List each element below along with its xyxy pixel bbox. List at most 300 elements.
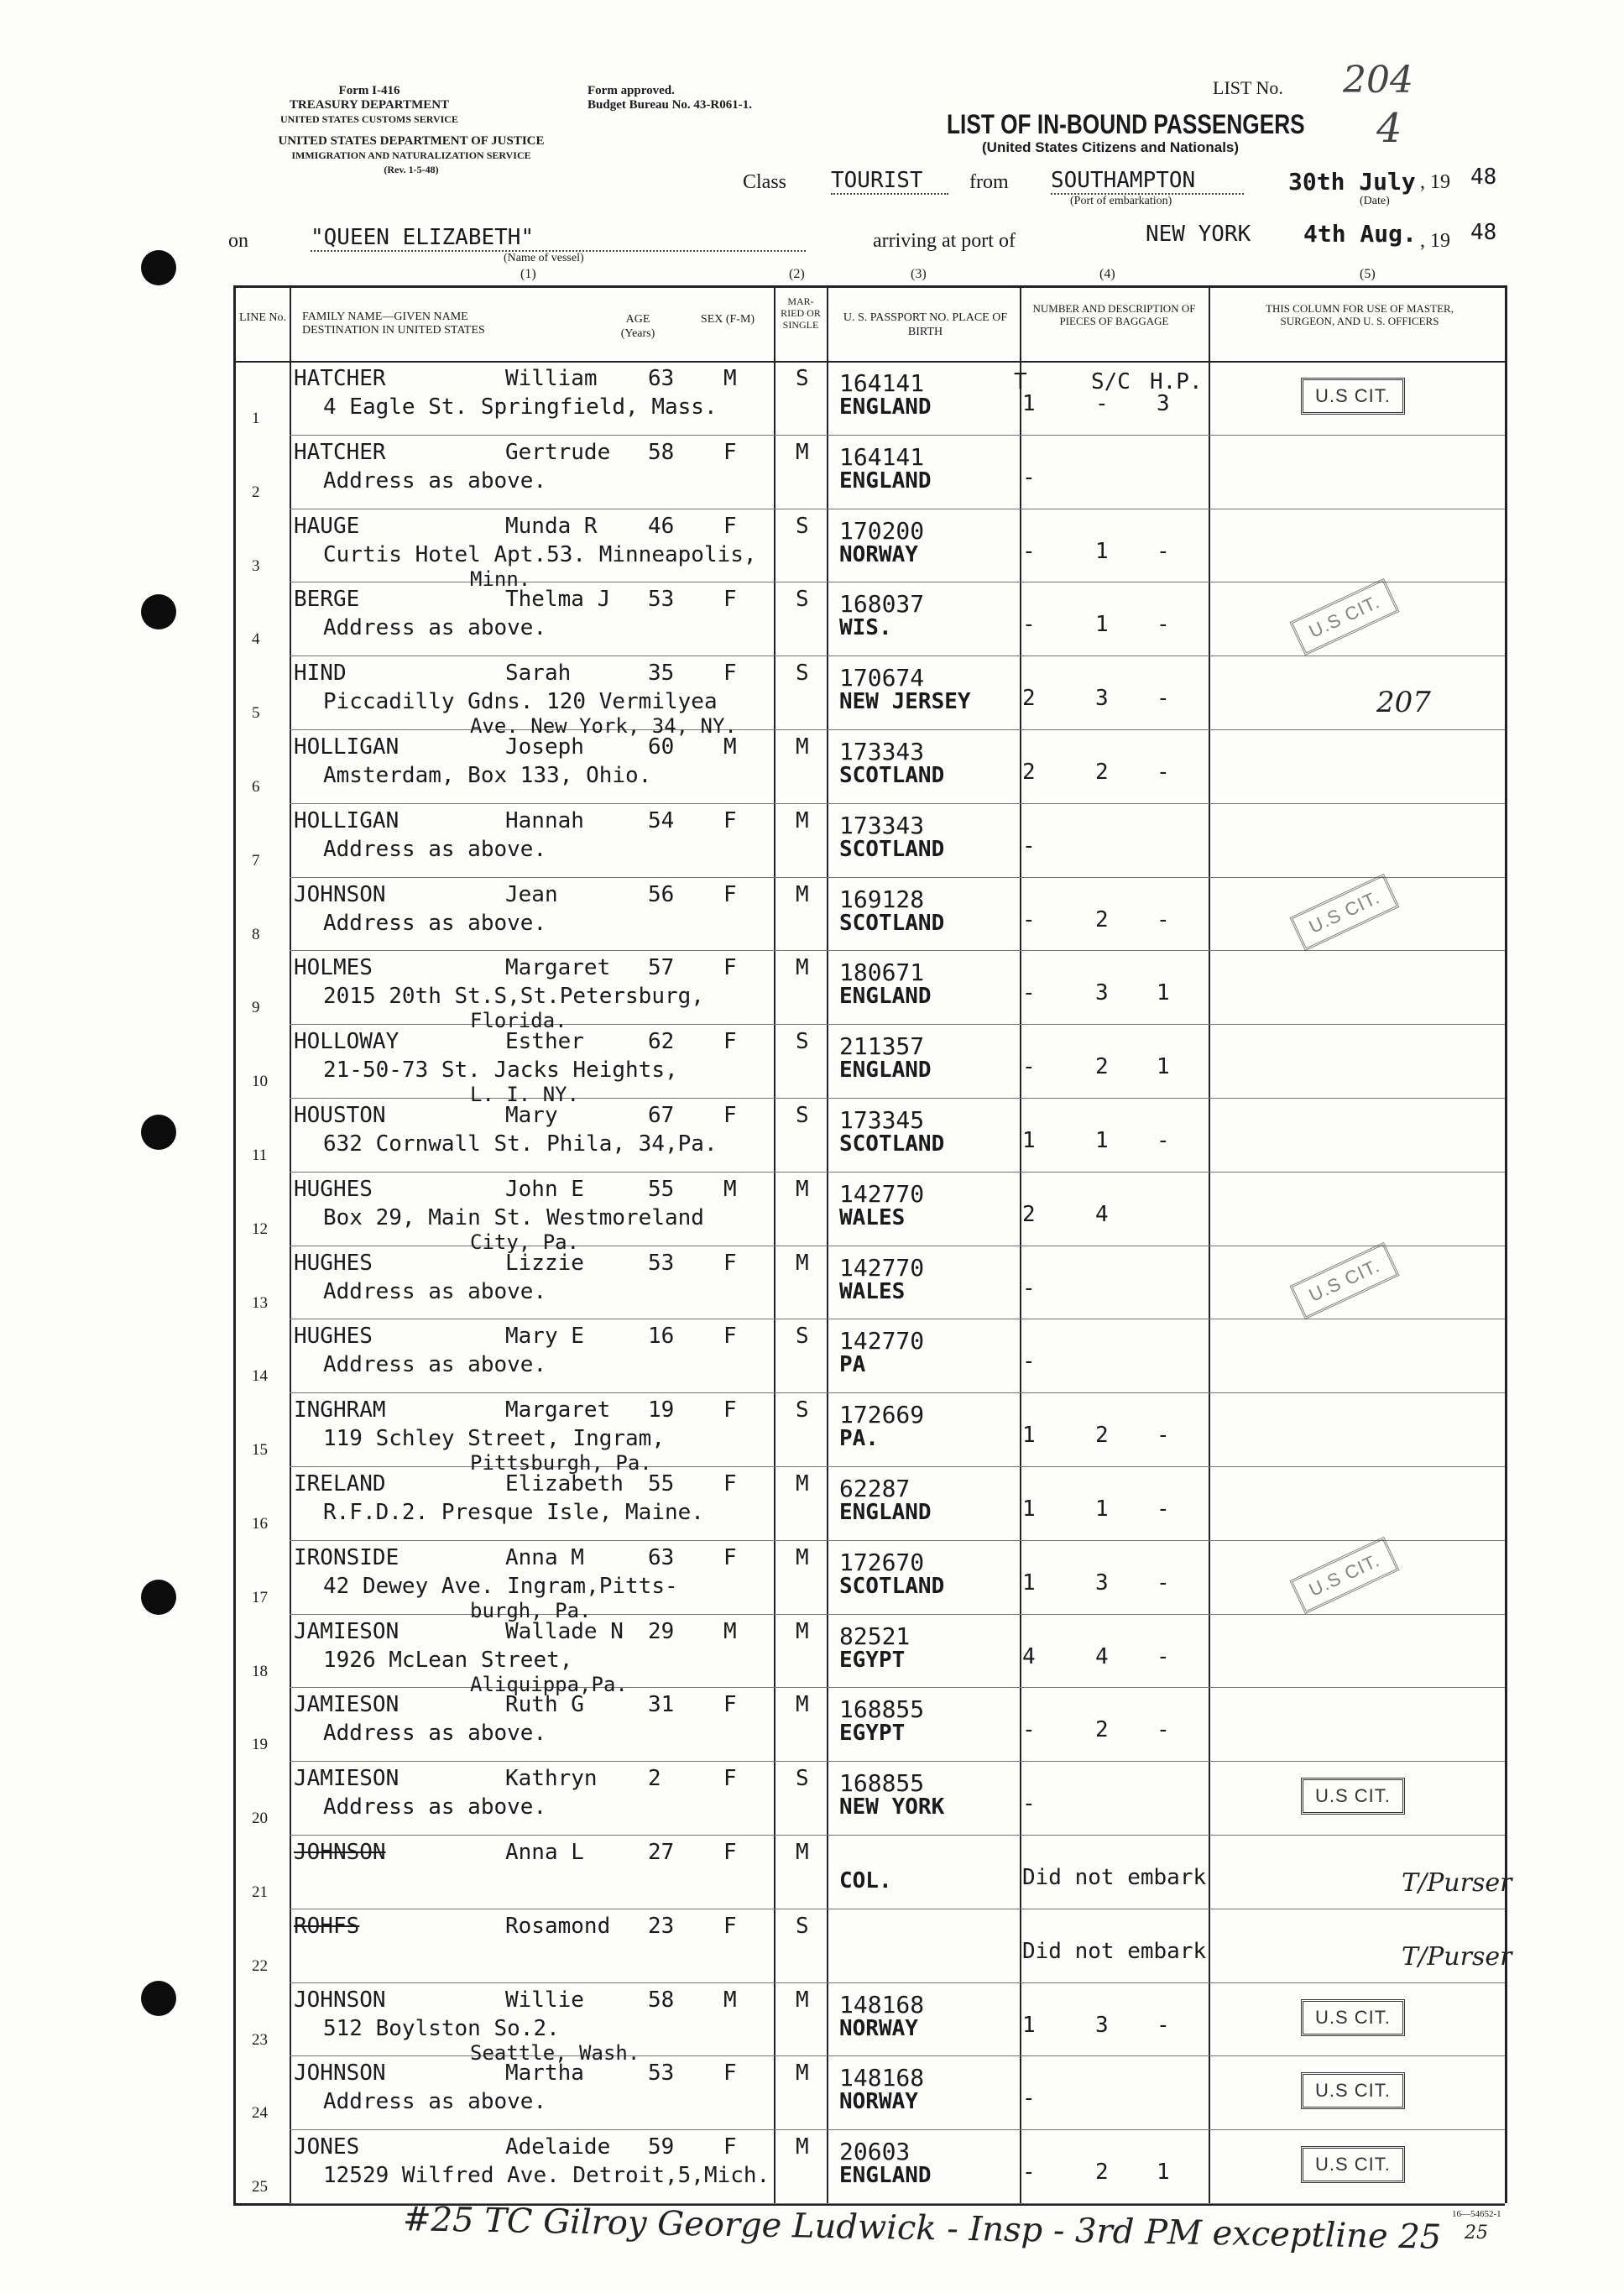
family-name: HATCHER bbox=[294, 439, 386, 465]
age: 53 bbox=[648, 2061, 675, 2087]
family-name: JOHNSON bbox=[294, 2061, 386, 2087]
given-name: Lizzie bbox=[505, 1250, 584, 1276]
line-number: 25 bbox=[252, 2178, 268, 2196]
line-number: 9 bbox=[252, 999, 260, 1017]
passport-number: 180671 bbox=[839, 958, 925, 987]
us-cit-stamp: U.S CIT. bbox=[1301, 2072, 1405, 2109]
family-name: HAUGE bbox=[294, 513, 360, 539]
sex: F bbox=[723, 1250, 737, 1276]
sex: F bbox=[723, 587, 737, 613]
address-line-1: 2015 20th St.S,St.Petersburg, bbox=[323, 984, 704, 1010]
year-prefix-2: , 19 bbox=[1420, 230, 1450, 252]
col-header-baggage: NUMBER AND DESCRIPTION OF PIECES OF BAGGAGE bbox=[1032, 302, 1196, 327]
age: 19 bbox=[648, 1397, 675, 1423]
given-name: Margaret bbox=[505, 955, 611, 981]
line-number: 5 bbox=[252, 704, 260, 723]
class-value: TOURIST bbox=[831, 168, 948, 195]
place-of-birth: EGYPT bbox=[839, 1647, 906, 1673]
baggage-hp: - bbox=[1157, 686, 1170, 712]
given-name: John E bbox=[505, 1176, 584, 1202]
baggage-hp: - bbox=[1157, 906, 1170, 932]
place-of-birth: ENGLAND bbox=[839, 1500, 932, 1525]
sex: M bbox=[723, 734, 737, 760]
line-number: 15 bbox=[252, 1441, 268, 1460]
baggage-trunk: - bbox=[1022, 1791, 1036, 1817]
line-number: 23 bbox=[252, 2030, 268, 2049]
address-line-2: Seattle, Wash. bbox=[470, 2040, 640, 2065]
line-number: 12 bbox=[252, 1220, 268, 1238]
arrival-date: 4th Aug. bbox=[1303, 220, 1417, 248]
baggage-hp: - bbox=[1157, 1423, 1170, 1449]
list-no-sub: 4 bbox=[1376, 105, 1402, 152]
given-name: Wallade N bbox=[505, 1618, 624, 1644]
sex: F bbox=[723, 1103, 737, 1128]
baggage-trunk: 1 bbox=[1022, 1128, 1036, 1153]
row-separator bbox=[290, 1761, 1505, 1762]
row-separator bbox=[290, 1835, 1505, 1836]
baggage-hp: 1 bbox=[1157, 1054, 1170, 1080]
form-approval: Form approved. Budget Bureau No. 43-R061-1. bbox=[587, 84, 752, 112]
sex: F bbox=[723, 513, 737, 539]
address-line-2: burgh, Pa. bbox=[470, 1598, 592, 1622]
baggage-trunk: - bbox=[1022, 1054, 1036, 1080]
place-of-birth: WALES bbox=[839, 1204, 906, 1230]
us-cit-stamp: U.S CIT. bbox=[1301, 1778, 1405, 1815]
baggage-sc: - bbox=[1095, 391, 1109, 416]
col-header-sex: SEX (F-M) bbox=[700, 313, 755, 326]
place-of-birth: ENGLAND bbox=[839, 467, 932, 494]
passport-number: 62287 bbox=[839, 1475, 911, 1502]
baggage-hp: - bbox=[1157, 760, 1170, 785]
family-name: INGHRAM bbox=[294, 1397, 386, 1423]
address-line-1: Box 29, Main St. Westmoreland bbox=[323, 1204, 704, 1230]
class-label: Class bbox=[743, 171, 787, 193]
baggage-trunk: - bbox=[1022, 1349, 1036, 1375]
address-line-1: Piccadilly Gdns. 120 Vermilyea bbox=[323, 689, 718, 715]
family-name: HOLLIGAN bbox=[294, 807, 399, 833]
age: 53 bbox=[648, 1250, 675, 1276]
passport-number: 169128 bbox=[839, 885, 925, 913]
baggage-sc: 2 bbox=[1095, 2160, 1109, 2186]
officer-note: 207 bbox=[1376, 686, 1431, 720]
on-label: on bbox=[228, 230, 248, 252]
line-number: 4 bbox=[252, 630, 260, 649]
row-separator bbox=[290, 877, 1505, 878]
marital-status: S bbox=[796, 1913, 809, 1939]
marital-status: M bbox=[796, 1987, 809, 2013]
family-name: HUGHES bbox=[294, 1176, 373, 1202]
sex: F bbox=[723, 881, 737, 907]
passport-number: 164141 bbox=[839, 369, 925, 397]
line-number: 22 bbox=[252, 1956, 268, 1975]
sex: F bbox=[723, 807, 737, 833]
vessel-name: "QUEEN ELIZABETH" bbox=[311, 225, 806, 252]
place-of-birth: ENGLAND bbox=[839, 1058, 932, 1084]
age: 16 bbox=[648, 1324, 675, 1350]
place-of-birth: NEW YORK bbox=[839, 1794, 945, 1820]
col-header-age: AGE (Years) bbox=[620, 313, 655, 340]
marital-status: S bbox=[796, 513, 809, 539]
passport-number: 148168 bbox=[839, 1990, 925, 2019]
baggage-trunk: - bbox=[1022, 464, 1036, 490]
given-name: Margaret bbox=[505, 1397, 611, 1423]
age: 27 bbox=[648, 1840, 675, 1865]
passport-number: 168855 bbox=[839, 1769, 925, 1798]
baggage-sc: 2 bbox=[1095, 760, 1109, 785]
baggage-trunk: 2 bbox=[1022, 686, 1036, 712]
baggage-sc: 4 bbox=[1095, 1643, 1109, 1669]
purser-signature: T/Purser bbox=[1402, 1941, 1512, 1972]
sex: M bbox=[723, 1987, 737, 2013]
family-name: JONES bbox=[294, 2134, 360, 2160]
line-number: 6 bbox=[252, 778, 260, 796]
family-name: HUGHES bbox=[294, 1250, 373, 1276]
page-title: LIST OF IN-BOUND PASSENGERS bbox=[947, 109, 1305, 139]
sex: F bbox=[723, 1766, 737, 1792]
row-separator bbox=[290, 435, 1505, 436]
place-of-birth: WIS. bbox=[839, 615, 892, 641]
place-of-birth: SCOTLAND bbox=[839, 836, 945, 862]
address-line-1: Address as above. bbox=[323, 2089, 547, 2115]
marital-status: M bbox=[796, 1692, 809, 1718]
baggage-sc: 2 bbox=[1095, 1423, 1109, 1449]
sex: F bbox=[723, 439, 737, 465]
given-name: Mary E bbox=[505, 1324, 584, 1350]
baggage-sc: 3 bbox=[1095, 980, 1109, 1006]
us-cit-stamp: U.S CIT. bbox=[1290, 1537, 1400, 1614]
baggage-hp: - bbox=[1157, 1496, 1170, 1522]
place-of-birth: SCOTLAND bbox=[839, 910, 945, 936]
col-num-1: (1) bbox=[520, 267, 536, 281]
age: 57 bbox=[648, 955, 675, 981]
age: 59 bbox=[648, 2134, 675, 2160]
line-number: 17 bbox=[252, 1588, 268, 1606]
family-name: JAMIESON bbox=[294, 1766, 399, 1792]
list-no-label: LIST No. bbox=[1213, 77, 1283, 98]
marital-status: M bbox=[796, 2061, 809, 2087]
passport-number: 173343 bbox=[839, 811, 925, 839]
baggage-trunk: 2 bbox=[1022, 1201, 1036, 1227]
us-cit-stamp: U.S CIT. bbox=[1301, 2146, 1405, 2183]
sex: M bbox=[723, 1618, 737, 1644]
form-header-left-2: UNITED STATES DEPARTMENT OF JUSTICE IMMIGRATION AND NATURALIZATION SERVICE (Rev. 1-5-48) bbox=[278, 134, 545, 175]
baggage-trunk: - bbox=[1022, 833, 1036, 859]
family-name: HIND bbox=[294, 661, 347, 687]
baggage-hp: - bbox=[1157, 1128, 1170, 1153]
year-prefix: , 19 bbox=[1420, 171, 1450, 193]
baggage-trunk: - bbox=[1022, 612, 1036, 638]
baggage-t-label: T bbox=[1014, 369, 1027, 394]
baggage-trunk: - bbox=[1022, 1717, 1036, 1743]
punch-hole bbox=[141, 1115, 176, 1150]
punch-hole bbox=[141, 1981, 176, 2016]
place-of-birth: PA. bbox=[839, 1426, 879, 1452]
sex: F bbox=[723, 1692, 737, 1718]
line-number: 7 bbox=[252, 851, 260, 870]
sex: F bbox=[723, 1029, 737, 1055]
family-name: IRELAND bbox=[294, 1471, 386, 1496]
age: 55 bbox=[648, 1471, 675, 1496]
age: 46 bbox=[648, 513, 675, 539]
age: 67 bbox=[648, 1103, 675, 1128]
age: 56 bbox=[648, 881, 675, 907]
from-label: from bbox=[969, 171, 1009, 193]
place-of-birth: NORWAY bbox=[839, 2089, 918, 2115]
place-of-birth: COL. bbox=[839, 1868, 892, 1893]
baggage-trunk: - bbox=[1022, 980, 1036, 1006]
baggage-hp-label: H.P. bbox=[1150, 369, 1203, 394]
passport-number: 170674 bbox=[839, 664, 925, 692]
marital-status: S bbox=[796, 1397, 809, 1423]
passport-number: 168855 bbox=[839, 1695, 925, 1724]
line-number: 14 bbox=[252, 1367, 268, 1386]
marital-status: M bbox=[796, 881, 809, 907]
place-of-birth: SCOTLAND bbox=[839, 1573, 945, 1599]
page-subtitle: (United States Citizens and Nationals) bbox=[982, 139, 1240, 155]
baggage-trunk: Did not embark bbox=[1022, 1865, 1207, 1890]
baggage-sc: 3 bbox=[1095, 2012, 1109, 2038]
given-name: Esther bbox=[505, 1029, 584, 1055]
sex: F bbox=[723, 1840, 737, 1865]
address-line-1: 512 Boylston So.2. bbox=[323, 2015, 560, 2041]
given-name: Willie bbox=[505, 1987, 584, 2013]
passport-number: 148168 bbox=[839, 2064, 925, 2092]
marital-status: M bbox=[796, 439, 809, 465]
sex: M bbox=[723, 366, 737, 391]
baggage-trunk: 1 bbox=[1022, 1496, 1036, 1522]
sex: F bbox=[723, 661, 737, 687]
line-number: 13 bbox=[252, 1293, 268, 1312]
passport-number: 168037 bbox=[839, 590, 925, 619]
sex: F bbox=[723, 1471, 737, 1496]
family-name: IRONSIDE bbox=[294, 1544, 399, 1570]
address-line-2: L. I. NY. bbox=[470, 1083, 580, 1107]
line-number: 20 bbox=[252, 1810, 268, 1828]
list-no-handwritten: 204 bbox=[1343, 59, 1413, 102]
age: 58 bbox=[648, 439, 675, 465]
marital-status: S bbox=[796, 1766, 809, 1792]
address-line-1: Amsterdam, Box 133, Ohio. bbox=[323, 763, 652, 788]
line-number: 18 bbox=[252, 1662, 268, 1680]
address-line-1: 12529 Wilfred Ave. Detroit,5,Mich. bbox=[323, 2163, 770, 2189]
marital-status: M bbox=[796, 1471, 809, 1496]
address-line-1: Curtis Hotel Apt.53. Minneapolis, bbox=[323, 541, 757, 567]
address-line-1: 21-50-73 St. Jacks Heights, bbox=[323, 1058, 678, 1084]
sex: F bbox=[723, 2134, 737, 2160]
sex: F bbox=[723, 1324, 737, 1350]
given-name: Jean bbox=[505, 881, 558, 907]
place-of-birth: NORWAY bbox=[839, 2015, 918, 2041]
us-cit-stamp: U.S CIT. bbox=[1290, 578, 1400, 656]
sex: F bbox=[723, 1397, 737, 1423]
address-line-2: Ave. New York, 34, NY. bbox=[470, 714, 737, 739]
baggage-hp: - bbox=[1157, 2012, 1170, 2038]
address-line-1: 4 Eagle St. Springfield, Mass. bbox=[323, 394, 718, 420]
row-separator bbox=[290, 1172, 1505, 1173]
given-name: Elizabeth bbox=[505, 1471, 624, 1496]
us-cit-stamp: U.S CIT. bbox=[1290, 873, 1400, 950]
marital-status: M bbox=[796, 1618, 809, 1644]
sex: F bbox=[723, 2061, 737, 2087]
place-of-birth: WALES bbox=[839, 1278, 906, 1304]
address-line-1: 632 Cornwall St. Phila, 34,Pa. bbox=[323, 1131, 718, 1157]
col-num-5: (5) bbox=[1360, 267, 1376, 281]
family-name: HOLLIGAN bbox=[294, 734, 399, 760]
place-of-birth: SCOTLAND bbox=[839, 763, 945, 788]
baggage-sc: 1 bbox=[1095, 1128, 1109, 1153]
passport-number: 170200 bbox=[839, 516, 925, 545]
given-name: Anna M bbox=[505, 1544, 584, 1570]
page-mark: 25 bbox=[1465, 2222, 1488, 2243]
family-name: HOLLOWAY bbox=[294, 1029, 399, 1055]
baggage-hp: - bbox=[1157, 612, 1170, 638]
marital-status: S bbox=[796, 1103, 809, 1128]
baggage-trunk: 1 bbox=[1022, 391, 1036, 416]
baggage-sc: 4 bbox=[1095, 1201, 1109, 1227]
age: 35 bbox=[648, 661, 675, 687]
age: 53 bbox=[648, 587, 675, 613]
passport-number: 142770 bbox=[839, 1327, 925, 1355]
place-of-birth: NEW JERSEY bbox=[839, 689, 971, 715]
passport-number: 172669 bbox=[839, 1401, 925, 1429]
year-2: 48 bbox=[1470, 220, 1497, 245]
given-name: William bbox=[505, 366, 598, 391]
punch-hole bbox=[141, 1580, 176, 1615]
given-name: Kathryn bbox=[505, 1766, 598, 1792]
col-num-3: (3) bbox=[911, 267, 927, 281]
family-name: ROHFS bbox=[294, 1913, 360, 1939]
passport-number: 211357 bbox=[839, 1032, 925, 1061]
given-name: Rosamond bbox=[505, 1913, 611, 1939]
age: 31 bbox=[648, 1692, 675, 1718]
baggage-trunk: - bbox=[1022, 2086, 1036, 2112]
passport-number: 173345 bbox=[839, 1106, 925, 1134]
address-line-2: Florida. bbox=[470, 1009, 567, 1033]
baggage-hp: - bbox=[1157, 538, 1170, 564]
given-name: Anna L bbox=[505, 1840, 584, 1865]
address-line-1: Address as above. bbox=[323, 1794, 547, 1820]
marital-status: M bbox=[796, 734, 809, 760]
baggage-trunk: - bbox=[1022, 1275, 1036, 1301]
address-line-2: Aliquippa,Pa. bbox=[470, 1672, 628, 1696]
place-of-birth: ENGLAND bbox=[839, 2163, 932, 2189]
given-name: Martha bbox=[505, 2061, 584, 2087]
address-line-1: Address as above. bbox=[323, 467, 547, 494]
sex: M bbox=[723, 1176, 737, 1202]
baggage-hp: - bbox=[1157, 1570, 1170, 1596]
age: 60 bbox=[648, 734, 675, 760]
age: 58 bbox=[648, 1987, 675, 2013]
line-number: 10 bbox=[252, 1073, 268, 1091]
baggage-sc: 3 bbox=[1095, 686, 1109, 712]
baggage-trunk: 1 bbox=[1022, 1423, 1036, 1449]
baggage-sc: 2 bbox=[1095, 1054, 1109, 1080]
line-number: 8 bbox=[252, 925, 260, 943]
marital-status: S bbox=[796, 587, 809, 613]
year-1: 48 bbox=[1470, 165, 1497, 190]
col-num-2: (2) bbox=[789, 267, 805, 281]
given-name: Gertrude bbox=[505, 439, 611, 465]
place-of-birth: ENGLAND bbox=[839, 984, 932, 1010]
family-name: JOHNSON bbox=[294, 1987, 386, 2013]
marital-status: M bbox=[796, 2134, 809, 2160]
line-number: 3 bbox=[252, 556, 260, 575]
family-name: BERGE bbox=[294, 587, 360, 613]
family-name: HOLMES bbox=[294, 955, 373, 981]
marital-status: M bbox=[796, 1176, 809, 1202]
baggage-trunk: 1 bbox=[1022, 1570, 1036, 1596]
col-header-married: MAR-RIED OR SINGLE bbox=[781, 295, 821, 331]
baggage-trunk: Did not embark bbox=[1022, 1938, 1207, 1964]
baggage-sc: 2 bbox=[1095, 906, 1109, 932]
row-separator bbox=[290, 803, 1505, 804]
row-separator bbox=[290, 950, 1505, 951]
marital-status: M bbox=[796, 955, 809, 981]
line-number: 24 bbox=[252, 2104, 268, 2123]
age: 54 bbox=[648, 807, 675, 833]
baggage-hp: 3 bbox=[1157, 391, 1170, 416]
port-embarkation: SOUTHAMPTON bbox=[1051, 168, 1244, 195]
marital-status: S bbox=[796, 366, 809, 391]
place-of-birth: PA bbox=[839, 1352, 866, 1378]
address-line-1: Address as above. bbox=[323, 836, 547, 862]
purser-signature: T/Purser bbox=[1402, 1868, 1512, 1898]
col-num-4: (4) bbox=[1099, 267, 1115, 281]
marital-status: M bbox=[796, 1840, 809, 1865]
address-line-1: 1926 McLean Street, bbox=[323, 1647, 573, 1673]
address-line-2: Minn. bbox=[470, 567, 531, 591]
family-name: HOUSTON bbox=[294, 1103, 386, 1128]
baggage-hp: 1 bbox=[1157, 2160, 1170, 2186]
baggage-sc: 1 bbox=[1095, 538, 1109, 564]
given-name: Sarah bbox=[505, 661, 572, 687]
baggage-trunk: 1 bbox=[1022, 2012, 1036, 2038]
family-name: JOHNSON bbox=[294, 881, 386, 907]
baggage-sc-label: S/C bbox=[1091, 369, 1131, 394]
given-name: Joseph bbox=[505, 734, 584, 760]
address-line-1: Address as above. bbox=[323, 1352, 547, 1378]
baggage-sc: 1 bbox=[1095, 612, 1109, 638]
age: 62 bbox=[648, 1029, 675, 1055]
given-name: Adelaide bbox=[505, 2134, 611, 2160]
address-line-2: Pittsburgh, Pa. bbox=[470, 1451, 652, 1476]
age: 63 bbox=[648, 1544, 675, 1570]
date-caption: (Date) bbox=[1360, 195, 1390, 207]
marital-status: S bbox=[796, 1029, 809, 1055]
punch-hole bbox=[141, 250, 176, 285]
age: 23 bbox=[648, 1913, 675, 1939]
baggage-hp: - bbox=[1157, 1717, 1170, 1743]
age: 29 bbox=[648, 1618, 675, 1644]
marital-status: M bbox=[796, 1544, 809, 1570]
baggage-sc: 3 bbox=[1095, 1570, 1109, 1596]
family-name: HUGHES bbox=[294, 1324, 373, 1350]
address-line-1: Address as above. bbox=[323, 1721, 547, 1747]
sex: F bbox=[723, 955, 737, 981]
passport-number: 173343 bbox=[839, 738, 925, 765]
address-line-1: Address as above. bbox=[323, 910, 547, 936]
place-of-birth: ENGLAND bbox=[839, 394, 932, 420]
footer-handwritten-note: #25 TC Gilroy George Ludwick - Insp - 3rd PM exceptline 25 bbox=[402, 2200, 1442, 2257]
us-cit-stamp: U.S CIT. bbox=[1290, 1241, 1400, 1319]
baggage-hp: - bbox=[1157, 1643, 1170, 1669]
family-name: JOHNSON bbox=[294, 1840, 386, 1865]
marital-status: M bbox=[796, 1250, 809, 1276]
row-separator bbox=[290, 2129, 1505, 2130]
form-header-left: Form I-416 TREASURY DEPARTMENT UNITED STATES CUSTOMS SERVICE bbox=[280, 84, 458, 125]
age: 55 bbox=[648, 1176, 675, 1202]
arriving-label: arriving at port of bbox=[873, 230, 1016, 252]
